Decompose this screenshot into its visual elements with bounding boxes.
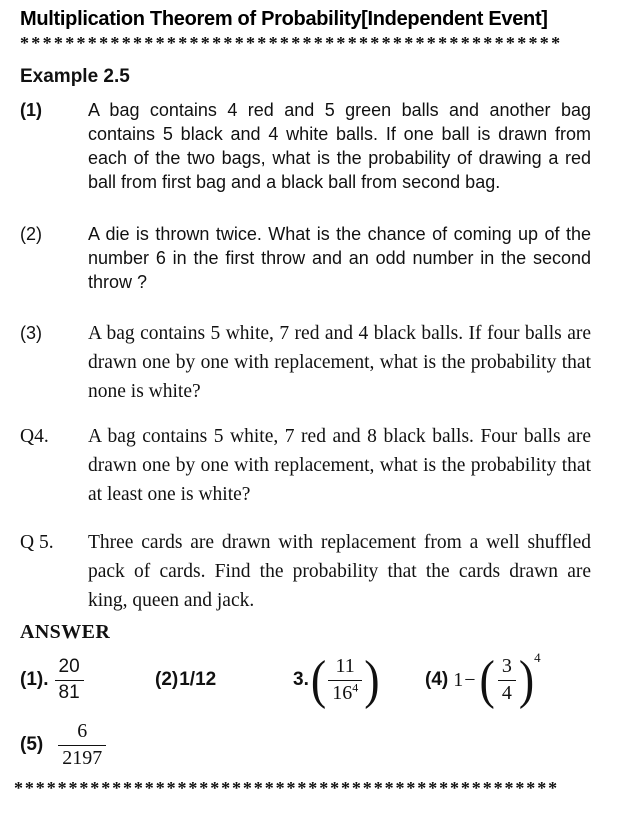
answer-5-numerator: 6 <box>77 719 88 742</box>
answer-4-label: (4) <box>425 669 449 690</box>
question-2-label: (2) <box>20 224 42 244</box>
answer-1-label: (1). <box>20 669 49 690</box>
question-3 <box>20 319 591 406</box>
open-paren: ( <box>310 649 327 710</box>
answer-4-denominator: 4 <box>498 680 516 705</box>
page-title: Multiplication Theorem of Probability[Independent Event] <box>20 8 548 30</box>
answer-1-numerator: 20 <box>58 655 80 677</box>
question-5 <box>20 528 591 615</box>
answer-5-label: (5) <box>20 734 44 755</box>
answer-4 <box>425 645 544 715</box>
answer-1-fraction <box>55 657 84 703</box>
question-1-text: A bag contains 4 red and 5 green balls and another bag contains 5 black and 4 white balls. If one ball is drawn from each of the two bags, what is the probability of drawing a red ball from first bag and a black ball from second bag. <box>88 100 591 192</box>
question-4-label: Q4. <box>20 426 49 447</box>
question-2-text: A die is thrown twice. What is the chance of coming up of the number 6 in the first throw and an odd number in the second throw ? <box>88 224 591 292</box>
question-5-text: Three cards are drawn with replacement from a well shuffled pack of cards. Find the probability that the cards drawn are king, queen and jack. <box>88 532 591 611</box>
answer-2-label: (2) <box>155 669 179 690</box>
answer-1 <box>20 645 84 715</box>
answer-4-exponent: 4 <box>534 650 541 665</box>
answer-4-numerator: 3 <box>501 654 512 677</box>
answer-5-denominator: 2197 <box>58 745 106 770</box>
answer-2 <box>155 645 216 715</box>
question-1 <box>20 98 591 194</box>
question-5-label: Q 5. <box>20 532 54 553</box>
open-paren: ( <box>479 649 495 710</box>
question-3-label: (3) <box>20 323 42 343</box>
answer-4-fraction <box>498 656 516 704</box>
close-paren: ) <box>364 649 380 710</box>
question-2 <box>20 222 591 294</box>
answer-1-denominator: 81 <box>55 680 84 704</box>
answer-heading: ANSWER <box>20 621 111 643</box>
answer-3-fraction <box>328 656 362 704</box>
answer-5-fraction <box>58 721 106 769</box>
answer-2-value: 1/12 <box>179 669 217 690</box>
question-1-label: (1) <box>20 100 42 120</box>
answers-row <box>20 645 591 715</box>
answer-3-denominator-exponent: 4 <box>352 679 359 694</box>
answer-3-denominator-base: 16 <box>332 681 353 704</box>
question-4 <box>20 422 591 509</box>
example-heading: Example 2.5 <box>20 66 130 87</box>
divider-top: ************************************************ <box>20 33 563 53</box>
divider-bottom: ************************************************** <box>14 778 559 798</box>
question-4-text: A bag contains 5 white, 7 red and 8 black balls. Four balls are drawn one by one with replacement, what is the probability that at least one is white? <box>88 426 591 505</box>
answer-3-numerator: 11 <box>335 654 355 677</box>
question-3-text: A bag contains 5 white, 7 red and 4 black balls. If four balls are drawn one by one with replacement, what is the probability that none is white? <box>88 323 591 402</box>
answer-3 <box>293 645 378 715</box>
answer-5 <box>20 715 591 775</box>
close-paren: ) <box>518 649 535 710</box>
answer-3-denominator <box>328 680 362 705</box>
answer-4-prefix: 1− <box>453 668 477 691</box>
answer-3-label: 3. <box>293 669 309 690</box>
